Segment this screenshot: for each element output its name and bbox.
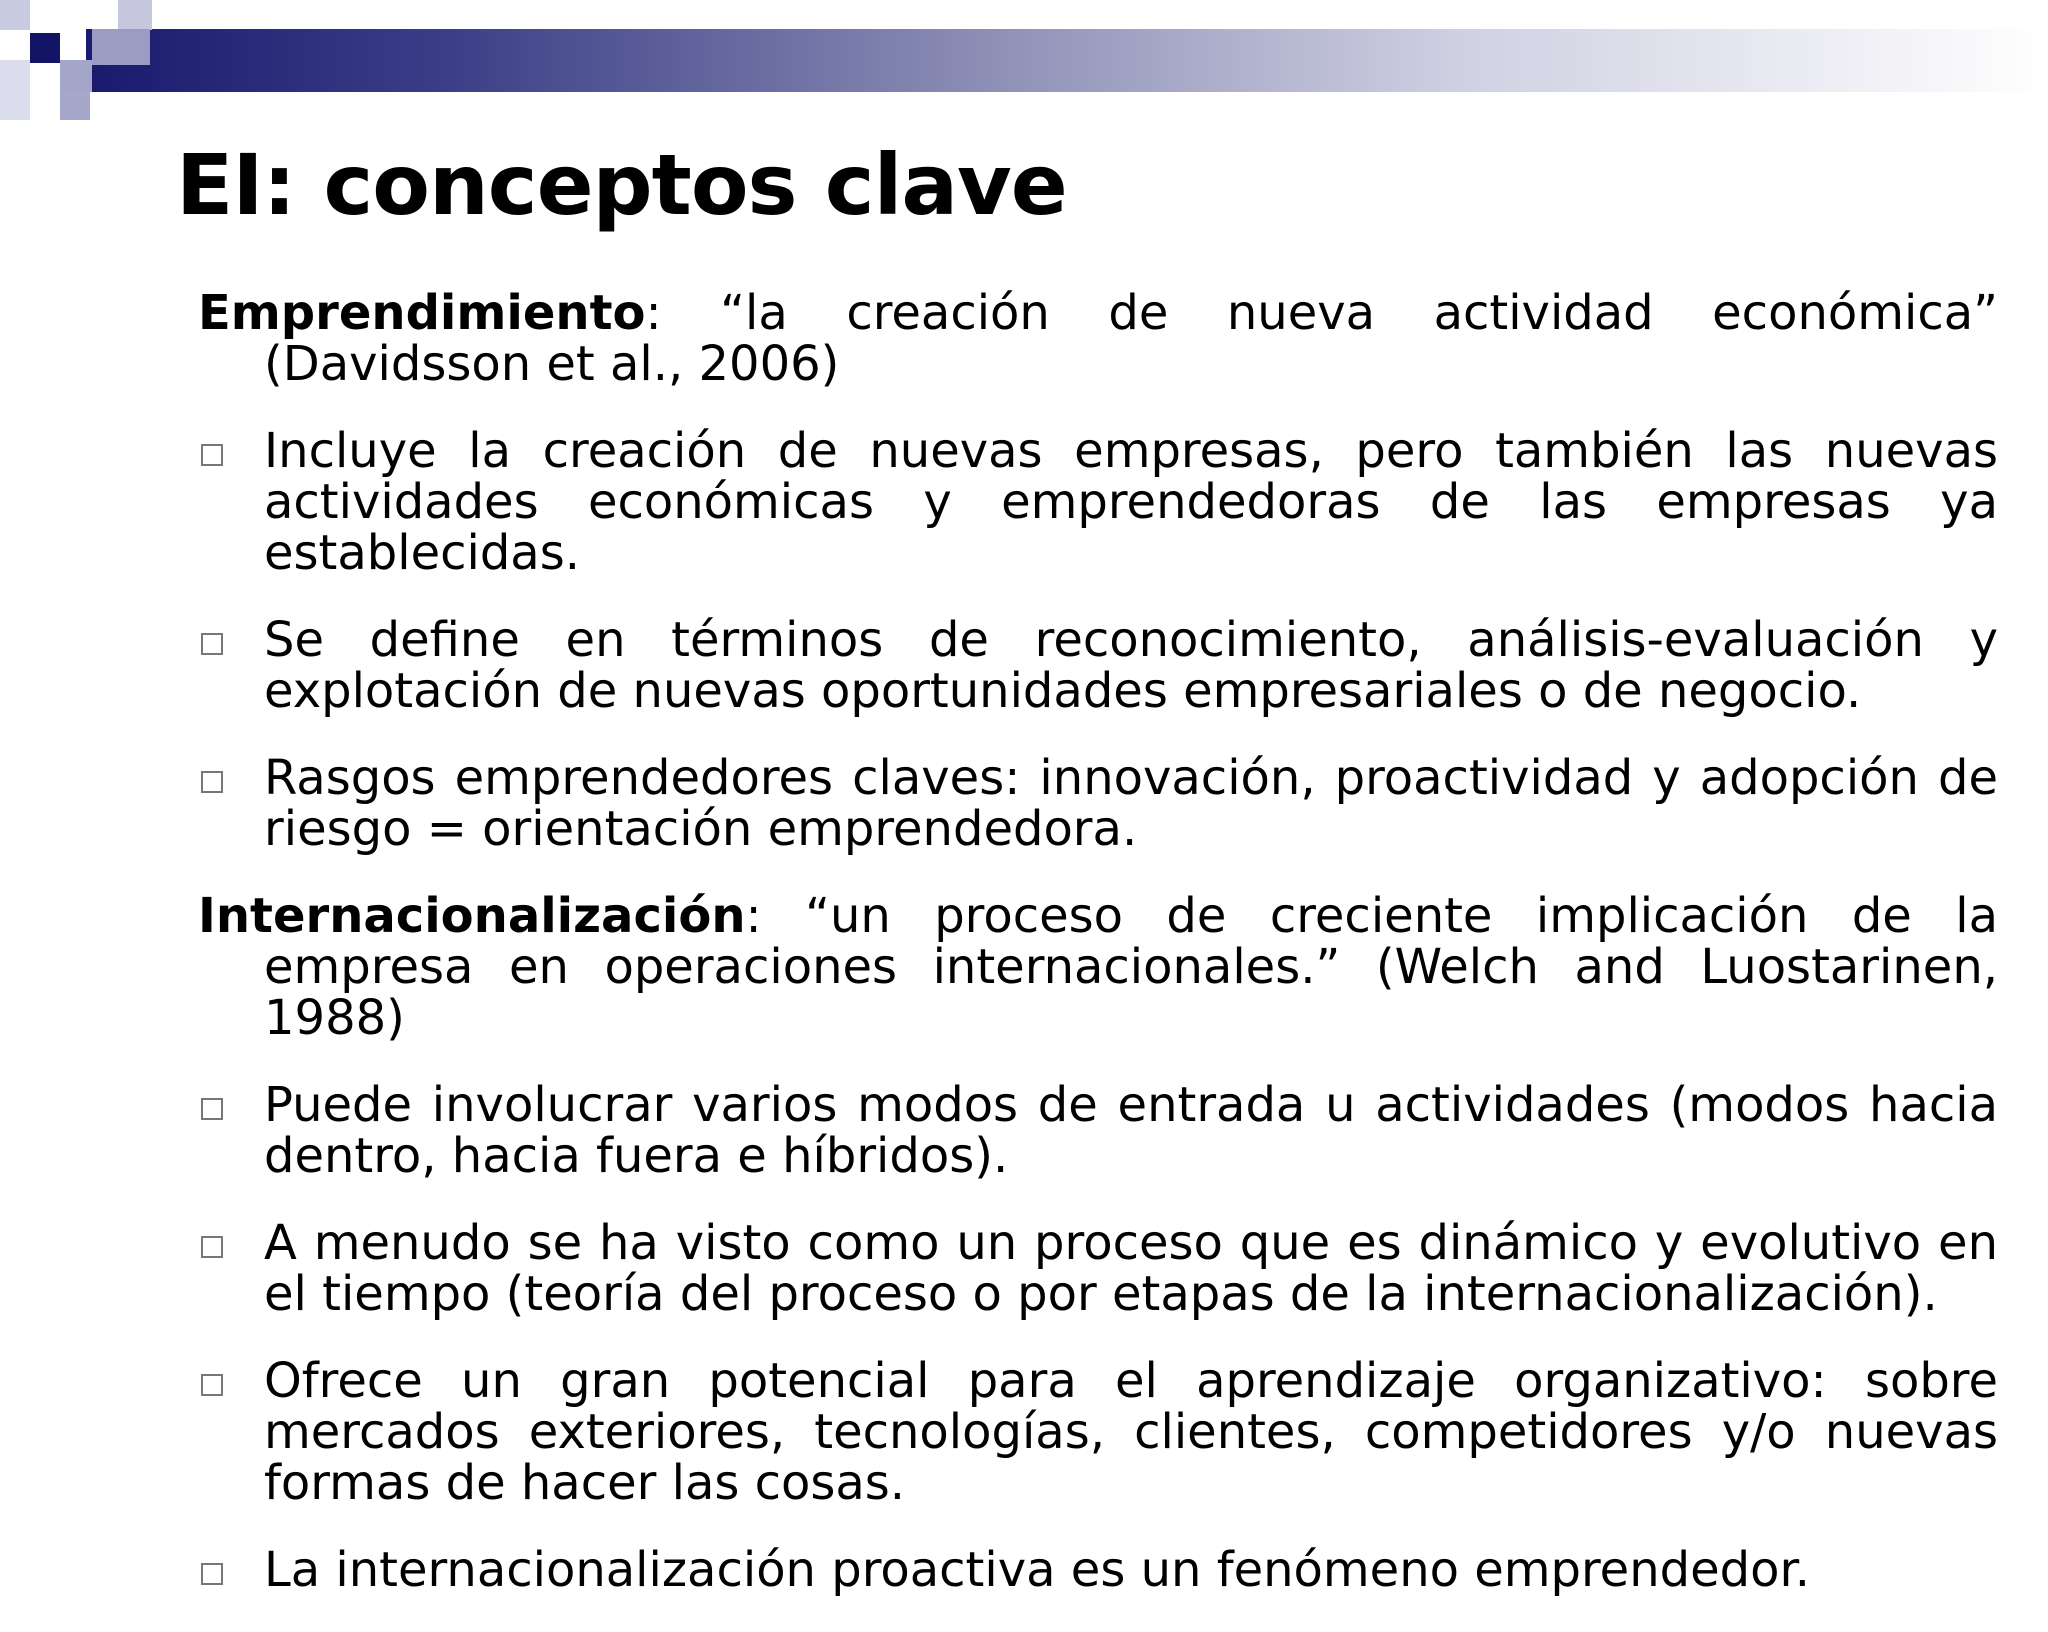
decor-square (60, 60, 92, 92)
list-item-text: Puede involucrar varios modos de entrada u actividades (modos hacia dentro, hacia fuera e híbridos). (264, 1077, 1998, 1184)
definition-paragraph (198, 285, 1998, 392)
list-item (198, 1077, 1998, 1184)
list-item (198, 612, 1998, 719)
list-item (198, 1542, 1998, 1598)
hollow-square-bullet-icon (201, 1098, 223, 1120)
definition-term: Internacionalización (198, 888, 746, 944)
list-item (198, 750, 1998, 857)
list-item-text: A menudo se ha visto como un proceso que es dinámico y evolutivo en el tiempo (teoría del proceso o por etapas de la internacionalización). (264, 1215, 1998, 1322)
list-item-text: Incluye la creación de nuevas empresas, pero también las nuevas actividades económicas y emprendedoras de las empresas ya establecidas. (264, 423, 1998, 581)
hollow-square-bullet-icon (201, 771, 223, 793)
list-item (198, 423, 1998, 581)
slide-title: EI: conceptos clave (176, 136, 1067, 234)
list-item-text: Ofrece un gran potencial para el aprendizaje organizativo: sobre mercados exteriores, tecnologías, clientes, competidores y/o nuevas formas de hacer las cosas. (264, 1353, 1998, 1511)
list-item-text: La internacionalización proactiva es un fenómeno emprendedor. (264, 1542, 1811, 1598)
definition-text: : “un proceso de creciente implicación de la empresa en operaciones internacionales.” (Welch and Luostarinen, 1988) (264, 888, 1998, 1046)
definition-paragraph (198, 888, 1998, 1046)
hollow-square-bullet-icon (201, 1563, 223, 1585)
header-gradient-band (86, 29, 2048, 92)
definition-term: Emprendimiento (198, 285, 646, 341)
list-item-text: Se define en términos de reconocimiento, análisis-evaluación y explotación de nuevas oportunidades empresariales o de negocio. (264, 612, 1998, 719)
hollow-square-bullet-icon (201, 444, 223, 466)
hollow-square-bullet-icon (201, 633, 223, 655)
slide-content (198, 285, 1998, 1632)
decor-square (60, 92, 90, 120)
list-item (198, 1353, 1998, 1511)
hollow-square-bullet-icon (201, 1374, 223, 1396)
decor-square (92, 29, 150, 65)
decor-square (0, 0, 30, 30)
list-item-text: Rasgos emprendedores claves: innovación, proactividad y adopción de riesgo = orientación emprendedora. (264, 750, 1998, 857)
decor-square (30, 33, 60, 63)
decor-square (118, 0, 152, 30)
list-item (198, 1215, 1998, 1322)
hollow-square-bullet-icon (201, 1236, 223, 1258)
definition-text: : “la creación de nueva actividad económica” (Davidsson et al., 2006) (264, 285, 1998, 392)
decor-square (0, 60, 30, 120)
